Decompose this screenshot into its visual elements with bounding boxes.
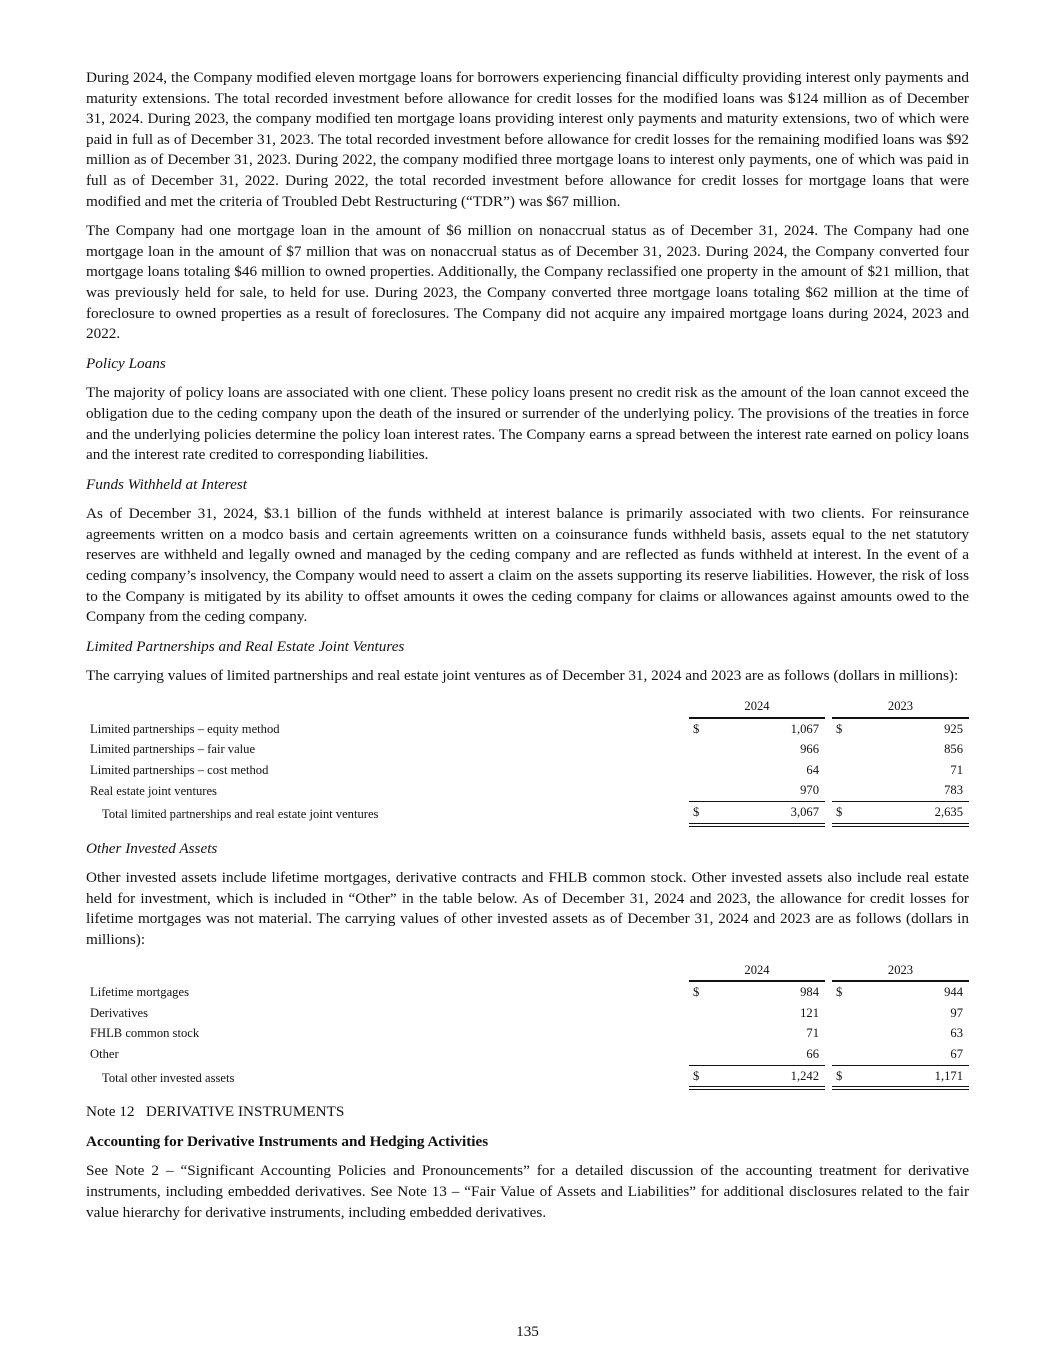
value-2023: 944 — [944, 985, 963, 1000]
value-2024: 1,067 — [790, 721, 819, 736]
table-row — [86, 981, 969, 1003]
paragraph-other-invested-assets: Other invested assets include lifetime mortgages, derivative contracts and FHLB common stock. Other invested assets also include real estate held for investment, which is included in “Other” in the table below. As of December 31, 2024 and 2023, the allowance for credit losses for lifetime mortgages was not material. The carrying values of other invested assets as of December 31, 2024 and 2023 are as follows (dollars in millions): — [86, 869, 969, 948]
other-invested-assets-table — [86, 960, 969, 1091]
value-2023: 783 — [944, 783, 963, 798]
table-total-row — [86, 802, 969, 825]
table-row — [86, 718, 969, 740]
value-2023: 925 — [944, 721, 963, 736]
table-total-row — [86, 1065, 969, 1088]
table-row — [86, 739, 969, 760]
heading-policy-loans: Policy Loans — [86, 354, 166, 372]
row-label: Real estate joint ventures — [90, 783, 217, 798]
note-12-subheading: Accounting for Derivative Instruments and Hedging Activities — [86, 1132, 489, 1150]
column-header-2023: 2023 — [832, 960, 969, 982]
row-label: Lifetime mortgages — [90, 985, 189, 1000]
limited-partnerships-table — [86, 696, 969, 827]
currency-symbol: $ — [693, 721, 700, 736]
table-row — [86, 780, 969, 801]
table-row — [86, 760, 969, 781]
value-2024: 121 — [800, 1005, 819, 1020]
paragraph-policy-loans: The majority of policy loans are associated with one client. These policy loans present no credit risk as the amount of the loan cannot exceed the obligation due to the ceding company upon the death of the insured or surrender of the underlying policy. The provisions of the treaties in force and the underlying policies determine the policy loan interest rates. The Company earns a spread between the interest rate earned on policy loans and the interest rate credited to corresponding liabilities. — [86, 384, 969, 464]
document-page — [86, 68, 969, 1232]
table-row — [86, 1044, 969, 1065]
currency-symbol: $ — [832, 802, 850, 825]
currency-symbol: $ — [832, 1065, 850, 1088]
value-2024: 984 — [800, 985, 819, 1000]
row-label: FHLB common stock — [90, 1026, 200, 1041]
table-header-row — [86, 696, 969, 718]
column-header-2024: 2024 — [689, 696, 825, 718]
column-header-2024: 2024 — [689, 960, 825, 982]
value-2023: 63 — [950, 1026, 963, 1041]
value-2024: 71 — [806, 1026, 819, 1041]
total-2023: 2,635 — [850, 802, 969, 825]
value-2023: 67 — [950, 1046, 963, 1061]
heading-limited-partnerships: Limited Partnerships and Real Estate Joint Ventures — [86, 637, 405, 655]
total-label: Total other invested assets — [102, 1070, 235, 1085]
column-header-2023: 2023 — [832, 696, 969, 718]
row-label: Limited partnerships – equity method — [90, 721, 280, 736]
note-12-title: Note 12 DERIVATIVE INSTRUMENTS — [86, 1103, 345, 1121]
paragraph-funds-withheld: As of December 31, 2024, $3.1 billion of the funds withheld at interest balance is primarily associated with two clients. For reinsurance agreements written on a modco basis and certain agreements written on a coinsurance funds withheld basis, assets equal to the net statutory reserves are withheld and legally owned and managed by the ceding company and are reflected as funds withheld at interest. In the event of a ceding company’s insolvency, the Company would need to assert a claim on the assets supporting its reserve liabilities. However, the risk of loss to the Company is mitigated by its ability to offset amounts it owes the ceding company for claims or allowances against amounts owed to the Company from the ceding company. — [86, 505, 969, 626]
paragraph-nonaccrual: The Company had one mortgage loan in the amount of $6 million on nonaccrual status as of December 31, 2024. The Company had one mortgage loan in the amount of $7 million that was on nonaccrual status as of December 31, 2023. During 2024, the Company converted four mortgage loans totaling $46 million to owned properties. Additionally, the Company reclassified one property in the amount of $21 million, that was previously held for sale, to held for use. During 2023, the Company converted three mortgage loans totaling $62 million at the time of foreclosure to owned properties as a result of foreclosures. The Company did not acquire any impaired mortgage loans during 2024, 2023 and 2022. — [86, 222, 969, 343]
page-number: 135 — [516, 1323, 539, 1340]
value-2023: 71 — [950, 762, 963, 777]
value-2024: 970 — [800, 783, 819, 798]
currency-symbol: $ — [836, 985, 843, 1000]
row-label: Other — [90, 1047, 119, 1062]
heading-funds-withheld: Funds Withheld at Interest — [86, 475, 247, 493]
value-2023: 856 — [944, 742, 963, 757]
value-2023: 97 — [950, 1005, 963, 1020]
table-row — [86, 1023, 969, 1044]
heading-other-invested-assets: Other Invested Assets — [86, 839, 218, 857]
total-2024: 1,242 — [707, 1065, 825, 1088]
value-2024: 64 — [806, 762, 819, 777]
table-header-row — [86, 960, 969, 982]
currency-symbol: $ — [693, 985, 700, 1000]
table-row — [86, 1003, 969, 1024]
currency-symbol: $ — [836, 721, 843, 736]
total-2023: 1,171 — [850, 1065, 969, 1088]
value-2024: 66 — [806, 1046, 819, 1061]
row-label: Limited partnerships – cost method — [90, 762, 269, 777]
row-label: Derivatives — [90, 1005, 149, 1020]
paragraph-note-12: See Note 2 – “Significant Accounting Policies and Pronouncements” for a detailed discussion of the accounting treatment for derivative instruments, including embedded derivatives. See Note 13 – “Fair Value of Assets and Liabilities” for additional disclosures related to the fair value hierarchy for derivative instruments, including embedded derivatives. — [86, 1162, 969, 1221]
total-label: Total limited partnerships and real estate joint ventures — [102, 807, 379, 821]
currency-symbol: $ — [689, 802, 707, 825]
value-2024: 966 — [800, 742, 819, 757]
paragraph-modified-loans: During 2024, the Company modified eleven mortgage loans for borrowers experiencing financial difficulty providing interest only payments and maturity extensions. The total recorded investment before allowance for credit losses for the modified loans was $124 million as of December 31, 2024. During 2023, the company modified ten mortgage loans providing interest only payments and maturity extensions, two of which were paid in full as of December 31, 2023. The total recorded investment before allowance for credit losses for the remaining modified loans was $92 million as of December 31, 2023. During 2022, the company modified three mortgage loans to interest only payments, one of which was paid in full as of December 31, 2022. During 2022, the total recorded investment before allowance for credit losses for mortgage loans that were modified and met the criteria of Troubled Debt Restructuring (“TDR”) was $67 million. — [86, 69, 969, 210]
row-label: Limited partnerships – fair value — [90, 742, 256, 757]
total-2024: 3,067 — [707, 802, 825, 825]
paragraph-limited-partnerships: The carrying values of limited partnerships and real estate joint ventures as of December 31, 2024 and 2023 are as follows (dollars in millions): — [86, 667, 959, 685]
currency-symbol: $ — [689, 1065, 707, 1088]
